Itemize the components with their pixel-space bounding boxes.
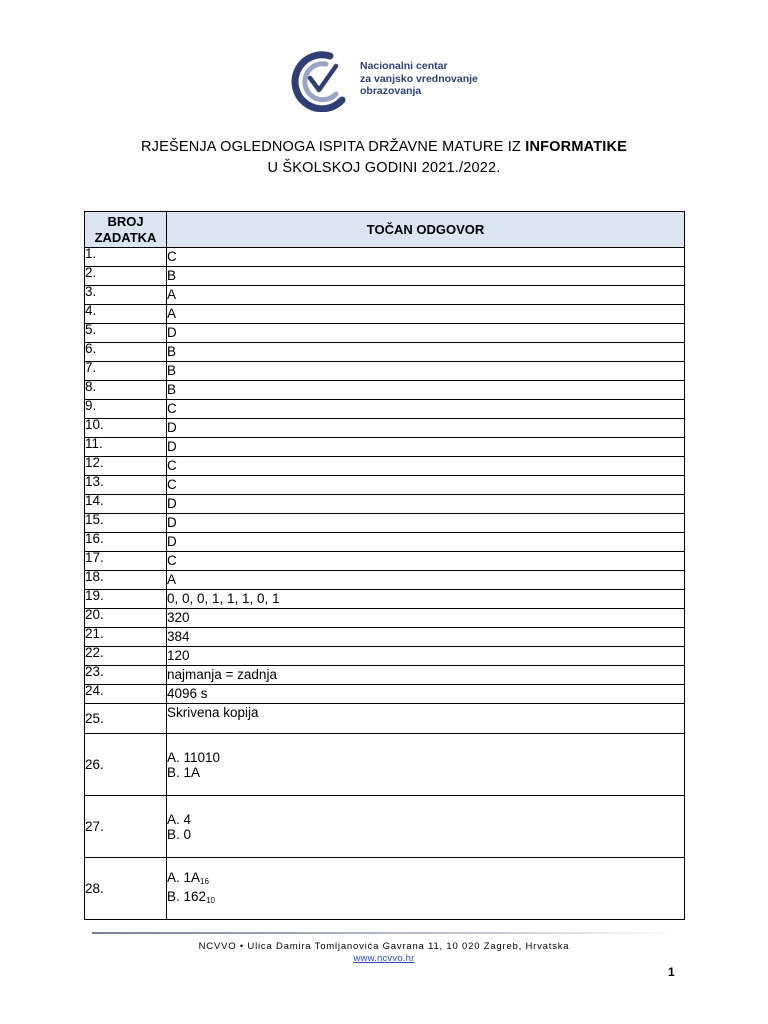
answer-26-b: B. 1A bbox=[167, 764, 201, 780]
table-row bbox=[85, 514, 685, 533]
table-row bbox=[85, 400, 685, 419]
table-row bbox=[85, 419, 685, 438]
answer-cell: A bbox=[167, 305, 685, 324]
task-number-28: 28. bbox=[85, 858, 167, 920]
answer-27-a: A. 4 bbox=[167, 811, 192, 827]
task-number: 15. bbox=[85, 514, 167, 533]
task-number: 3. bbox=[85, 286, 167, 305]
logo-line-3: obrazovanja bbox=[360, 85, 422, 97]
table-row bbox=[85, 343, 685, 362]
task-number: 17. bbox=[85, 552, 167, 571]
answer-cell: B bbox=[167, 343, 685, 362]
footer-website-link[interactable]: www.ncvvo.hr bbox=[353, 953, 415, 964]
answer-cell: D bbox=[167, 495, 685, 514]
task-number-27: 27. bbox=[85, 796, 167, 858]
task-number-26: 26. bbox=[85, 734, 167, 796]
task-number: 9. bbox=[85, 400, 167, 419]
answer-cell: C bbox=[167, 457, 685, 476]
table-row bbox=[85, 438, 685, 457]
answer-28-a bbox=[167, 870, 684, 889]
table-row bbox=[85, 609, 685, 628]
answer-key-table bbox=[84, 211, 685, 920]
table-row bbox=[85, 796, 685, 858]
task-number: 4. bbox=[85, 305, 167, 324]
task-number: 18. bbox=[85, 571, 167, 590]
table-row bbox=[85, 457, 685, 476]
table-row bbox=[85, 324, 685, 343]
task-number: 23. bbox=[85, 666, 167, 685]
footer-divider bbox=[92, 932, 678, 934]
task-number: 1. bbox=[85, 248, 167, 267]
table-row bbox=[85, 305, 685, 324]
task-number: 7. bbox=[85, 362, 167, 381]
answer-cell: B bbox=[167, 362, 685, 381]
table-row bbox=[85, 590, 685, 609]
task-number-25: 25. bbox=[85, 704, 167, 734]
task-number: 13. bbox=[85, 476, 167, 495]
table-row bbox=[85, 267, 685, 286]
answer-27-b: B. 0 bbox=[167, 826, 192, 842]
ncvvo-checkmark-icon bbox=[290, 50, 354, 112]
task-number: 14. bbox=[85, 495, 167, 514]
table-body bbox=[85, 248, 685, 920]
answer-26 bbox=[167, 734, 685, 796]
answer-cell: 120 bbox=[167, 647, 685, 666]
answer-cell: C bbox=[167, 400, 685, 419]
table-row bbox=[85, 704, 685, 734]
table-row bbox=[85, 381, 685, 400]
answer-cell: 320 bbox=[167, 609, 685, 628]
answer-cell: D bbox=[167, 533, 685, 552]
logo-line-1: Nacionalni centar bbox=[360, 60, 448, 72]
table-row bbox=[85, 533, 685, 552]
answer-cell: B bbox=[167, 267, 685, 286]
answer-cell: C bbox=[167, 476, 685, 495]
task-number: 11. bbox=[85, 438, 167, 457]
task-number: 5. bbox=[85, 324, 167, 343]
table-row bbox=[85, 858, 685, 920]
table-row bbox=[85, 647, 685, 666]
answer-cell: najmanja = zadnja bbox=[167, 666, 685, 685]
footer-address: NCVVO • Ulica Damira Tomljanovića Gavrana 11, 10 020 Zagreb, Hrvatska bbox=[198, 941, 570, 952]
task-number: 21. bbox=[85, 628, 167, 647]
answer-28-b bbox=[167, 889, 684, 908]
header-correct-answer: TOČAN ODGOVOR bbox=[167, 212, 685, 248]
answer-cell: 4096 s bbox=[167, 685, 685, 704]
task-number: 8. bbox=[85, 381, 167, 400]
answer-28-b-base: 10 bbox=[206, 895, 215, 905]
answer-cell: A bbox=[167, 286, 685, 305]
task-number: 6. bbox=[85, 343, 167, 362]
answer-cell: C bbox=[167, 552, 685, 571]
task-number: 19. bbox=[85, 590, 167, 609]
title-subject: INFORMATIKE bbox=[525, 139, 628, 155]
table-row bbox=[85, 286, 685, 305]
answer-28 bbox=[167, 858, 685, 920]
answer-28-a-base: 16 bbox=[200, 876, 209, 886]
document-title-line-2: U ŠKOLSKOJ GODINI 2021./2022. bbox=[267, 160, 501, 176]
table-row bbox=[85, 571, 685, 590]
answer-cell: A bbox=[167, 571, 685, 590]
logo-line-2: za vanjsko vrednovanje bbox=[360, 72, 478, 85]
table-row bbox=[85, 666, 685, 685]
table-row bbox=[85, 734, 685, 796]
answer-28-a-text: A. 1A bbox=[167, 869, 201, 885]
title-prefix: RJEŠENJA OGLEDNOGA ISPITA DRŽAVNE MATURE IZ bbox=[140, 139, 526, 155]
task-number: 16. bbox=[85, 533, 167, 552]
document-title-line-1 bbox=[0, 139, 768, 155]
task-number: 22. bbox=[85, 647, 167, 666]
answer-28-b-text: B. 162 bbox=[167, 888, 207, 904]
task-number: 12. bbox=[85, 457, 167, 476]
header-task-number: BROJ ZADATKA bbox=[85, 212, 167, 248]
table-row bbox=[85, 248, 685, 267]
answer-25: Skrivena kopija bbox=[167, 704, 685, 734]
task-number: 10. bbox=[85, 419, 167, 438]
answer-cell: B bbox=[167, 381, 685, 400]
table-row bbox=[85, 495, 685, 514]
answer-cell: D bbox=[167, 438, 685, 457]
logo-text bbox=[360, 60, 478, 98]
answer-cell: 384 bbox=[167, 628, 685, 647]
task-number: 20. bbox=[85, 609, 167, 628]
task-number: 2. bbox=[85, 267, 167, 286]
ncvvo-logo bbox=[290, 50, 520, 112]
answer-cell: D bbox=[167, 514, 685, 533]
answer-cell: 0, 0, 0, 1, 1, 1, 0, 1 bbox=[167, 590, 685, 609]
answer-cell: C bbox=[167, 248, 685, 267]
table-row bbox=[85, 552, 685, 571]
answer-cell: D bbox=[167, 419, 685, 438]
table-header-row bbox=[85, 212, 685, 248]
answer-cell: D bbox=[167, 324, 685, 343]
answer-27 bbox=[167, 796, 685, 858]
table-row bbox=[85, 476, 685, 495]
page-number: 1 bbox=[668, 965, 675, 979]
answer-26-a: A. 11010 bbox=[167, 749, 221, 765]
table-row bbox=[85, 685, 685, 704]
task-number: 24. bbox=[85, 685, 167, 704]
table-row bbox=[85, 628, 685, 647]
table-row bbox=[85, 362, 685, 381]
